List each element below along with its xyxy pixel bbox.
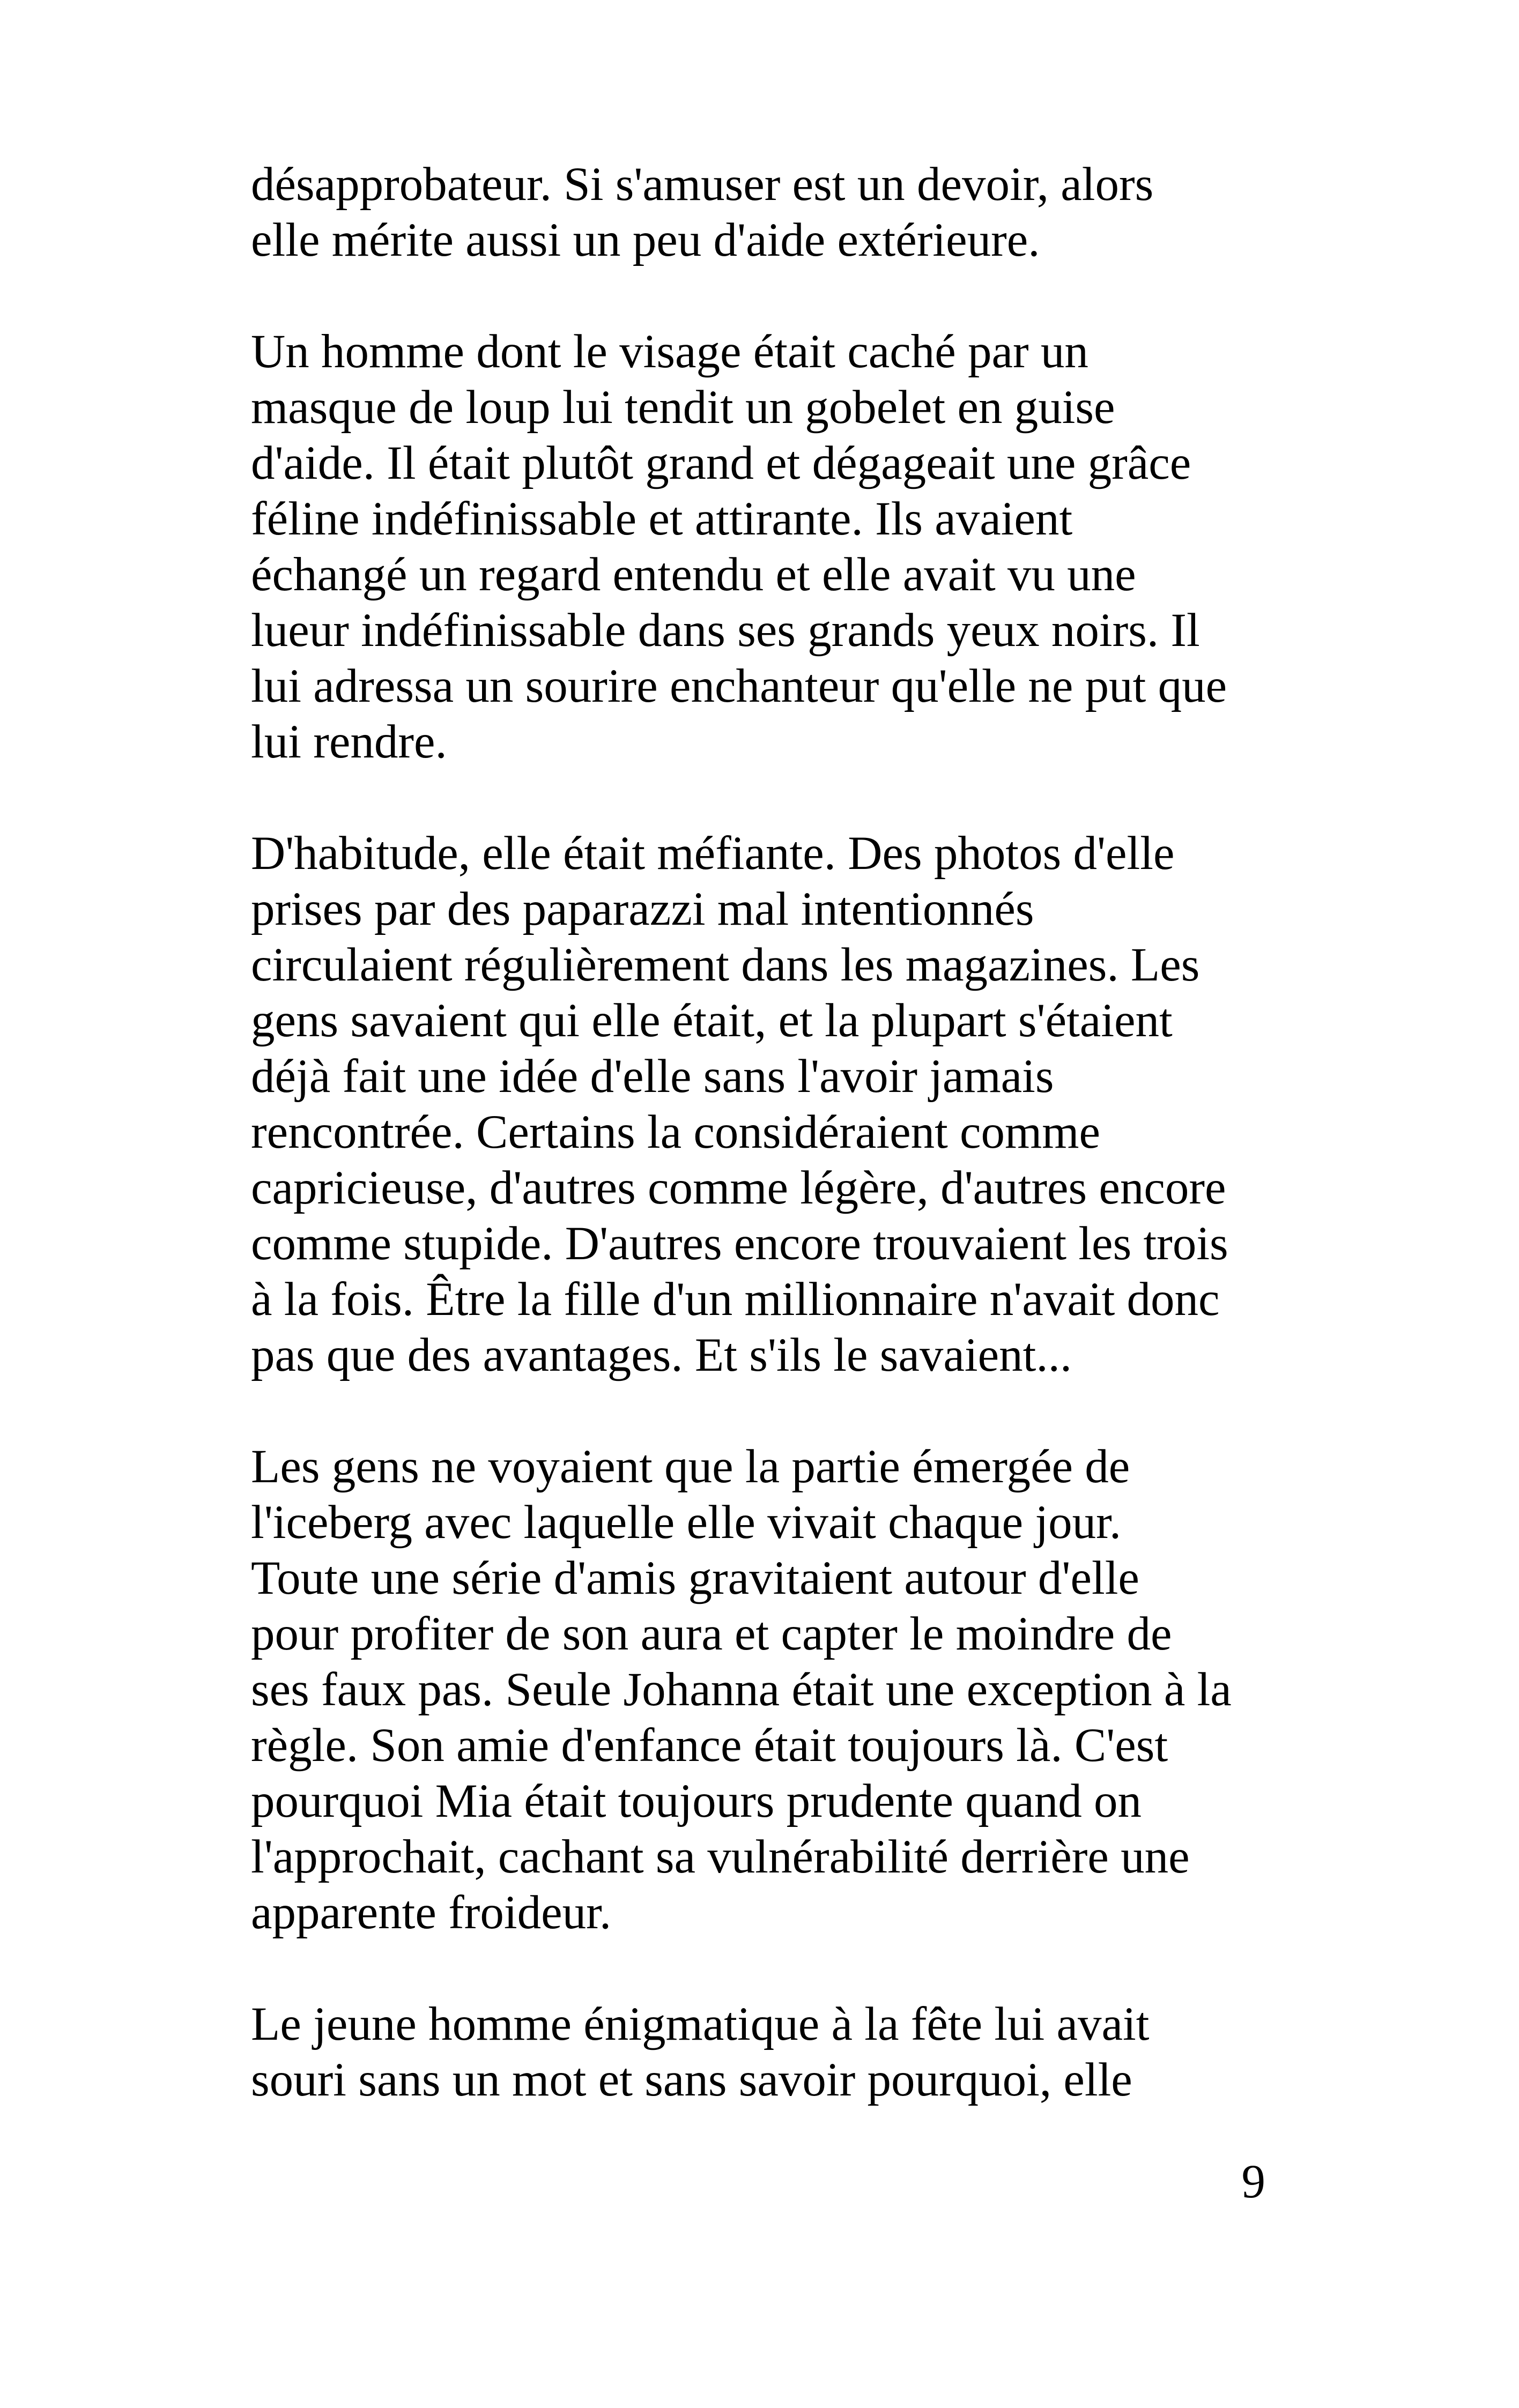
paragraph-5: [251, 1996, 1280, 2108]
text-line: masque de loup lui tendit un gobelet en guise: [251, 381, 1115, 434]
page-number: 9: [1241, 2156, 1265, 2208]
text-line: pas que des avantages. Et s'ils le savaient...: [251, 1329, 1072, 1381]
text-line: apparente froideur.: [251, 1886, 612, 1939]
text-line: circulaient régulièrement dans les magazines. Les: [251, 939, 1200, 991]
text-line: lui rendre.: [251, 716, 447, 768]
text-line: d'aide. Il était plutôt grand et dégageait une grâce: [251, 437, 1191, 489]
text-line: elle mérite aussi un peu d'aide extérieure.: [251, 214, 1040, 266]
paragraph-3: [251, 826, 1280, 1383]
text-line: déjà fait une idée d'elle sans l'avoir jamais: [251, 1050, 1054, 1103]
text-line: gens savaient qui elle était, et la plupart s'étaient: [251, 994, 1173, 1047]
text-line: souri sans un mot et sans savoir pourquoi, elle: [251, 2054, 1132, 2106]
body-text: [251, 157, 1280, 2108]
text-line: féline indéfinissable et attirante. Ils avaient: [251, 493, 1073, 545]
text-line: l'iceberg avec laquelle elle vivait chaque jour.: [251, 1496, 1122, 1549]
text-line: ses faux pas. Seule Johanna était une exception à la: [251, 1663, 1232, 1716]
text-line: Les gens ne voyaient que la partie émergée de: [251, 1440, 1130, 1493]
text-line: D'habitude, elle était méfiante. Des photos d'elle: [251, 827, 1175, 880]
text-line: désapprobateur. Si s'amuser est un devoir, alors: [251, 158, 1154, 211]
paragraph-2: [251, 324, 1280, 770]
text-line: prises par des paparazzi mal intentionnés: [251, 883, 1034, 935]
text-line: échangé un regard entendu et elle avait vu une: [251, 548, 1136, 601]
text-line: rencontrée. Certains la considéraient comme: [251, 1106, 1101, 1158]
text-line: comme stupide. D'autres encore trouvaient les trois: [251, 1217, 1228, 1270]
text-line: lueur indéfinissable dans ses grands yeux noirs. Il: [251, 604, 1200, 657]
text-line: pourquoi Mia était toujours prudente quand on: [251, 1775, 1142, 1827]
paragraph-4: [251, 1439, 1280, 1941]
text-line: lui adressa un sourire enchanteur qu'elle ne put que: [251, 660, 1227, 712]
text-line: règle. Son amie d'enfance était toujours là. C'est: [251, 1719, 1168, 1772]
text-line: Le jeune homme énigmatique à la fête lui avait: [251, 1998, 1150, 2050]
text-line: à la fois. Être la fille d'un millionnaire n'avait donc: [251, 1273, 1220, 1326]
text-line: Toute une série d'amis gravitaient autour d'elle: [251, 1552, 1139, 1604]
text-line: capricieuse, d'autres comme légère, d'autres encore: [251, 1162, 1226, 1214]
text-line: l'approchait, cachant sa vulnérabilité derrière une: [251, 1831, 1190, 1883]
text-line: pour profiter de son aura et capter le moindre de: [251, 1608, 1172, 1660]
text-line: Un homme dont le visage était caché par un: [251, 325, 1088, 378]
paragraph-1: [251, 157, 1280, 268]
